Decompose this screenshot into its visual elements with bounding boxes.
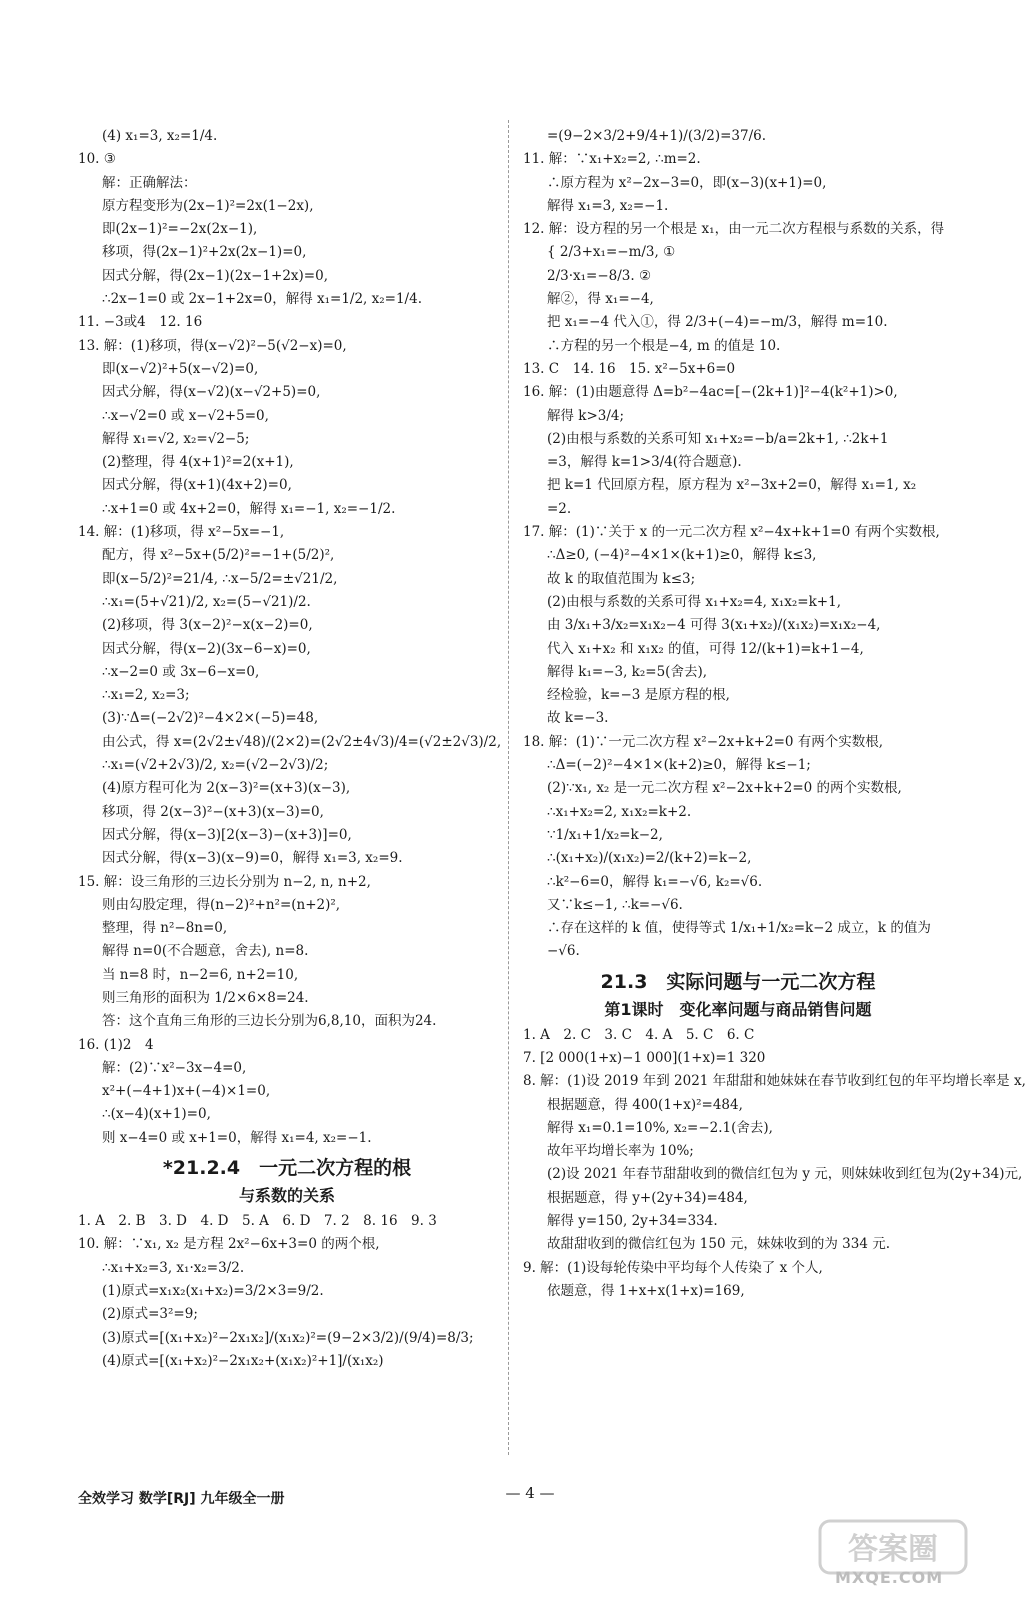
text-line: ∴x₁+x₂=2, x₁x₂=k+2. [547, 803, 692, 820]
text-line: ∴x₁=2, x₂=3; [102, 687, 190, 704]
text-line: 18. 解：(1)∵一元二次方程 x²−2x+k+2=0 有两个实数根, [523, 733, 884, 750]
text-line: ∴2x−1=0 或 2x−1+2x=0，解得 x₁=1/2, x₂=1/4. [102, 291, 422, 308]
text-line: 故 k 的取值范围为 k≤3; [547, 570, 696, 587]
text-line: ∴k²−6=0，解得 k₁=−√6, k₂=√6. [547, 873, 763, 890]
text-line: ∴x₁=(5+√21)/2, x₂=(5−√21)/2. [102, 593, 311, 610]
text-line: 移项，得 2(x−3)²−(x+3)(x−3)=0, [102, 803, 324, 820]
text-line: 16. (1)2 4 [78, 1036, 154, 1053]
text-line: ∴原方程为 x²−2x−3=0，即(x−3)(x+1)=0, [547, 174, 827, 191]
text-line: 故甜甜收到的微信红包为 150 元，妹妹收到的为 334 元. [547, 1236, 890, 1253]
watermark-site: MXQE.COM [835, 1568, 944, 1587]
text-line: 10. ③ [78, 151, 116, 168]
text-line: (2)原式=3²=9; [102, 1306, 198, 1323]
text-line: ∴x−√2=0 或 x−√2+5=0, [102, 407, 269, 424]
text-line: 解：(2)∵x²−3x−4=0, [102, 1059, 247, 1076]
text-line: 因式分解，得(x+1)(4x+2)=0, [102, 477, 292, 494]
text-line: 9. 解：(1)设每轮传染中平均每个人传染了 x 个人, [523, 1259, 823, 1276]
text-line: =3，解得 k=1>3/4(符合题意). [547, 454, 742, 471]
text-line: 配方，得 x²−5x+(5/2)²=−1+(5/2)², [102, 547, 335, 564]
text-line: 因式分解，得(x−3)(x−9)=0，解得 x₁=3, x₂=9. [102, 850, 403, 867]
text-line: 故年平均增长率为 10%; [547, 1143, 694, 1160]
text-line: 即(2x−1)²=−2x(2x−1), [102, 221, 258, 238]
text-line: 11. −3或4 12. 16 [78, 314, 203, 331]
section-title: *21.2.4 一元二次方程的根 [162, 1157, 412, 1180]
text-line: ∴存在这样的 k 值，使得等式 1/x₁+1/x₂=k−2 成立，k 的值为 [547, 920, 931, 937]
text-line: (2)由根与系数的关系可知 x₁+x₂=−b/a=2k+1, ∴2k+1 [547, 430, 889, 447]
text-line: 解得 x₁=√2, x₂=√2−5; [102, 430, 250, 447]
text-line: −√6. [547, 943, 580, 960]
text-line: 把 x₁=−4 代入①，得 2/3+(−4)=−m/3，解得 m=10. [547, 314, 888, 331]
text-line: 依题意，得 1+x+x(1+x)=169, [547, 1282, 745, 1299]
section-title: 21.3 实际问题与一元二次方程 [600, 970, 876, 993]
text-line: 7. [2 000(1+x)−1 000](1+x)=1 320 [523, 1049, 766, 1066]
text-line: 10. 解：∵x₁, x₂ 是方程 2x²−6x+3=0 的两个根, [78, 1236, 380, 1253]
text-line: 13. 解：(1)移项，得(x−√2)²−5(√2−x)=0, [78, 337, 347, 354]
left-column [78, 125, 502, 1373]
text-line: 解得 y=150, 2y+34=334. [547, 1213, 718, 1230]
text-line: ∴x−2=0 或 3x−6−x=0, [102, 663, 260, 680]
text-line: 2/3·x₁=−8/3. ② [547, 267, 652, 284]
text-line: 解得 k>3/4; [547, 407, 625, 424]
text-line: 即(x−5/2)²=21/4, ∴x−5/2=±√21/2, [102, 570, 338, 587]
text-line: 17. 解：(1)∵关于 x 的一元二次方程 x²−4x+k+1=0 有两个实数根, [523, 524, 940, 541]
text-line: (4)原式=[(x₁+x₂)²−2x₁x₂+(x₁x₂)²+1]/(x₁x₂) [102, 1352, 384, 1369]
text-line: ∴Δ≥0, (−4)²−4×1×(k+1)≥0，解得 k≤3, [547, 547, 817, 564]
text-line: 当 n=8 时，n−2=6, n+2=10, [102, 966, 299, 983]
text-line: 13. C 14. 16 15. x²−5x+6=0 [523, 360, 736, 377]
text-line: 又∵k≤−1, ∴k=−√6. [547, 896, 683, 913]
text-line: 因式分解，得(2x−1)(2x−1+2x)=0, [102, 267, 328, 284]
text-line: 经检验，k=−3 是原方程的根, [547, 687, 730, 704]
text-line: (2)由根与系数的关系可得 x₁+x₂=4, x₁x₂=k+1, [547, 593, 841, 610]
section-subtitle: 与系数的关系 [238, 1186, 335, 1206]
text-line: 12. 解：设方程的另一个根是 x₁，由一元二次方程根与系数的关系，得 [523, 221, 945, 238]
text-line: 解得 n=0(不合题意，舍去), n=8. [102, 943, 309, 960]
text-line: 即(x−√2)²+5(x−√2)=0, [102, 360, 259, 377]
text-line: 14. 解：(1)移项，得 x²−5x=−1, [78, 524, 285, 541]
text-line: 故 k=−3. [547, 710, 609, 727]
text-line: 则三角形的面积为 1/2×6×8=24. [102, 989, 309, 1006]
text-line: 15. 解：设三角形的三边长分别为 n−2, n, n+2, [78, 873, 371, 890]
text-line: 根据题意，得 400(1+x)²=484, [547, 1096, 743, 1113]
text-line: (2)移项，得 3(x−2)²−x(x−2)=0, [102, 617, 313, 634]
watermark-logo-text: 答案圈 [848, 1532, 938, 1567]
text-line: (3)原式=[(x₁+x₂)²−2x₁x₂]/(x₁x₂)²=(9−2×3/2)/(9/4)=8/3; [102, 1329, 474, 1346]
text-line: ∴方程的另一个根是−4, m 的值是 10. [547, 337, 781, 354]
text-line: 解得 x₁=0.1=10%, x₂=−2.1(舍去), [547, 1119, 773, 1136]
book-title-footer: 全效学习 数学[RJ] 九年级全一册 [78, 1491, 285, 1507]
text-line: =2. [547, 500, 572, 517]
text-line: 由公式，得 x=(2√2±√48)/(2×2)=(2√2±4√3)/4=(√2±2√3)/2, [102, 733, 502, 750]
section-subtitle: 第1课时 变化率问题与商品销售问题 [604, 999, 872, 1019]
text-line: 解②，得 x₁=−4, [547, 291, 654, 308]
text-line: (1)原式=x₁x₂(x₁+x₂)=3/2×3=9/2. [102, 1282, 324, 1299]
text-line: ∴x+1=0 或 4x+2=0，解得 x₁=−1, x₂=−1/2. [102, 500, 396, 517]
text-line: 11. 解：∵x₁+x₂=2, ∴m=2. [523, 151, 701, 168]
text-line: 解得 k₁=−3, k₂=5(舍去), [547, 663, 707, 680]
text-line: (4)原方程可化为 2(x−3)²=(x+3)(x−3), [102, 780, 351, 797]
text-line: 16. 解：(1)由题意得 Δ=b²−4ac=[−(2k+1)]²−4(k²+1)>0, [523, 384, 898, 401]
text-line: ∴(x₁+x₂)/(x₁x₂)=2/(k+2)=k−2, [547, 850, 752, 867]
text-line: 整理，得 n²−8n=0, [102, 920, 228, 937]
text-line: =(9−2×3/2+9/4+1)/(3/2)=37/6. [547, 128, 767, 144]
text-line: (2)设 2021 年春节甜甜收到的微信红包为 y 元，则妹妹收到红包为(2y+34)元, [547, 1166, 1023, 1183]
text-line: 8. 解：(1)设 2019 年到 2021 年甜甜和她妹妹在春节收到红包的年平均增长率是 x, [523, 1073, 1026, 1090]
text-line: 解得 x₁=3, x₂=−1. [547, 197, 669, 214]
text-line: 则由勾股定理，得(n−2)²+n²=(n+2)², [102, 896, 341, 913]
text-line: 由 3/x₁+3/x₂=x₁x₂−4 可得 3(x₁+x₂)/(x₁x₂)=x₁x₂−4, [547, 617, 881, 634]
page-number: — 4 — [505, 1484, 555, 1502]
text-line: { 2/3+x₁=−m/3, ① [547, 244, 676, 261]
text-line: 1. A 2. C 3. C 4. A 5. C 6. C [523, 1026, 755, 1043]
text-line: ∴(x−4)(x+1)=0, [102, 1106, 211, 1123]
text-line: 因式分解，得(x−√2)(x−√2+5)=0, [102, 384, 321, 401]
text-line: ∴x₁+x₂=3, x₁·x₂=3/2. [102, 1259, 245, 1276]
text-line: ∴Δ=(−2)²−4×1×(k+2)≥0，解得 k≤−1; [547, 757, 811, 774]
text-line: 解：正确解法： [102, 174, 197, 191]
text-line: 根据题意，得 y+(2y+34)=484, [547, 1189, 748, 1206]
text-line: 移项，得(2x−1)²+2x(2x−1)=0, [102, 244, 307, 261]
text-line: x²+(−4+1)x+(−4)×1=0, [102, 1083, 271, 1100]
text-line: ∴x₁=(√2+2√3)/2, x₂=(√2−2√3)/2; [102, 757, 329, 774]
text-line: 把 k=1 代回原方程，原方程为 x²−3x+2=0，解得 x₁=1, x₂ [547, 477, 917, 494]
text-line: 因式分解，得(x−3)[2(x−3)−(x+3)]=0, [102, 826, 352, 843]
text-line: 因式分解，得(x−2)(3x−6−x)=0, [102, 640, 311, 657]
text-line: 1. A 2. B 3. D 4. D 5. A 6. D 7. 2 8. 16 9. 3 [78, 1213, 437, 1230]
text-line: ∵1/x₁+1/x₂=k−2, [547, 826, 663, 843]
right-column [523, 125, 1026, 1303]
text-line: 原方程变形为(2x−1)²=2x(1−2x), [102, 197, 314, 214]
column-divider [508, 120, 510, 1455]
text-line: 答：这个直角三角形的三边长分别为6,8,10，面积为24. [102, 1013, 437, 1030]
text-line: 则 x−4=0 或 x+1=0，解得 x₁=4, x₂=−1. [102, 1129, 372, 1146]
text-line: (2)整理，得 4(x+1)²=2(x+1), [102, 454, 294, 471]
text-line: 代入 x₁+x₂ 和 x₁x₂ 的值，可得 12/(k+1)=k+1−4, [547, 640, 864, 657]
text-line: (3)∵Δ=(−2√2)²−4×2×(−5)=48, [102, 710, 319, 727]
text-line: (2)∵x₁, x₂ 是一元二次方程 x²−2x+k+2=0 的两个实数根, [547, 780, 902, 797]
text-line: (4) x₁=3, x₂=1/4. [102, 128, 218, 144]
